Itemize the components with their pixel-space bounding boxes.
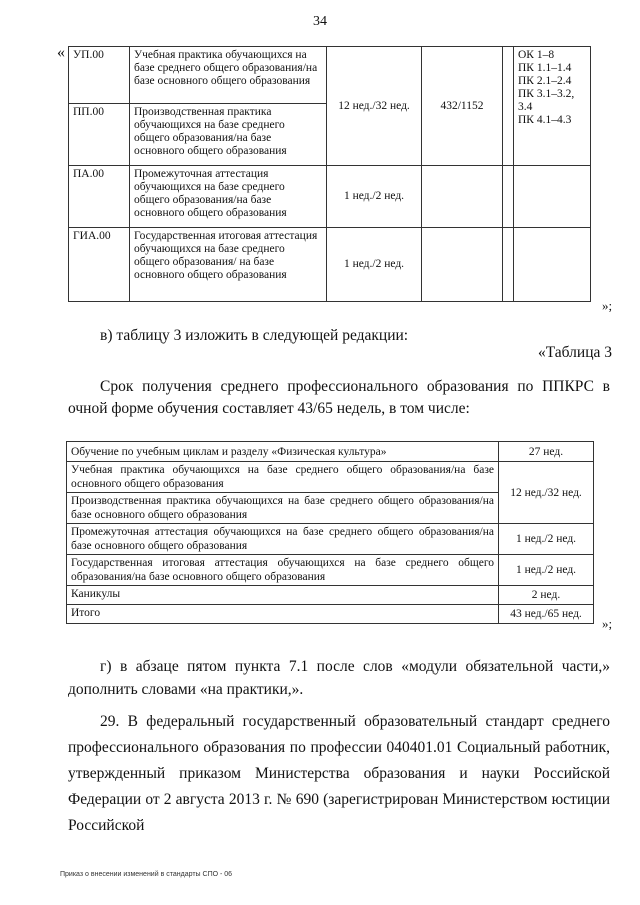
row-weeks: 1 нед./2 нед.	[327, 228, 422, 302]
row-desc: Каникулы	[67, 586, 499, 605]
footer-note: Приказ о внесении изменений в стандарты СПО - 06	[60, 871, 233, 878]
page-number: 34	[313, 14, 327, 29]
row-competencies	[514, 166, 591, 228]
duration-table	[66, 441, 594, 624]
paragraph-v: в) таблицу 3 изложить в следующей редакции:	[100, 327, 409, 344]
table-row	[67, 524, 594, 555]
table2-close-quote: »;	[602, 616, 613, 631]
practice-table	[68, 46, 591, 302]
table1-open-quote: «	[57, 44, 65, 61]
merged-hours: 432/1152	[422, 47, 503, 166]
row-desc: Итого	[67, 605, 499, 624]
row-weeks: 1 нед./2 нед.	[327, 166, 422, 228]
row-value: 1 нед./2 нед.	[499, 555, 594, 586]
row-name: Производственная практика обучающихся на базе среднего общего образования/на базе основного общего образования	[130, 104, 327, 166]
competency: ПК 2.1–2.4	[518, 75, 572, 87]
table-row	[67, 586, 594, 605]
competency: ПК 3.1–3.2, 3.4	[518, 88, 575, 113]
row-competencies	[514, 228, 591, 302]
row-desc: Промежуточная аттестация обучающихся на базе среднего общего образования/на базе основного общего образования	[67, 524, 499, 555]
row-value: 1 нед./2 нед.	[499, 524, 594, 555]
row-desc: Государственная итоговая аттестация обучающихся на базе среднего общего образования/на базе основного общего образования	[67, 555, 499, 586]
paragraph-duration: Срок получения среднего профессионального образования по ППКРС в очной форме обучения составляет 43/65 недель, в том числе:	[68, 378, 610, 417]
row-name: Промежуточная аттестация обучающихся на базе среднего общего образования/на базе основного общего образования	[130, 166, 327, 228]
empty-cell	[503, 47, 514, 166]
row-desc: Обучение по учебным циклам и разделу «Физическая культура»	[67, 442, 499, 462]
row-hours	[422, 166, 503, 228]
row-value: 27 нед.	[499, 442, 594, 462]
paragraph-g: г) в абзаце пятом пункта 7.1 после слов «модули обязательной части,» дополнить словами «на практики,».	[68, 658, 610, 698]
table-row	[67, 605, 594, 624]
row-name: Государственная итоговая аттестация обучающихся на базе среднего общего образования/ на базе основного общего образования	[130, 228, 327, 302]
row-desc: Производственная практика обучающихся на базе среднего общего образования/на базе основного общего образования	[67, 493, 499, 524]
paragraph-29: 29. В федеральный государственный образовательный стандарт среднего профессионального образования по профессии 040401.01 Социальный работник, утвержденный приказом Министерства образования и науки Российской Федерации от 2 августа 2013 г. № 690 (зарегистрирован Министерством юстиции Российской	[68, 713, 610, 834]
competency: ОК 1–8	[518, 49, 555, 61]
competencies-cell	[514, 47, 591, 166]
empty-cell	[503, 166, 514, 228]
table1-close-quote: »;	[602, 298, 613, 313]
competency: ПК 1.1–1.4	[518, 62, 572, 74]
row-value: 43 нед./65 нед.	[499, 605, 594, 624]
table-row	[67, 462, 594, 493]
row-value: 2 нед.	[499, 586, 594, 605]
table-row	[67, 555, 594, 586]
row-code: УП.00	[69, 47, 130, 104]
merged-weeks: 12 нед./32 нед.	[327, 47, 422, 166]
table-label: «Таблица 3	[537, 344, 612, 361]
row-value: 12 нед./32 нед.	[499, 462, 594, 524]
row-code: ПП.00	[69, 104, 130, 166]
row-hours	[422, 228, 503, 302]
row-desc: Учебная практика обучающихся на базе среднего общего образования/на базе основного общего образования	[67, 462, 499, 493]
competency: ПК 4.1–4.3	[518, 114, 572, 126]
table-row	[69, 166, 591, 228]
empty-cell	[503, 228, 514, 302]
row-code: ГИА.00	[69, 228, 130, 302]
table-row	[69, 47, 591, 104]
table-row	[67, 442, 594, 462]
row-code: ПА.00	[69, 166, 130, 228]
table-row	[69, 228, 591, 302]
row-name: Учебная практика обучающихся на базе среднего общего образования/на базе основного общего образования	[130, 47, 327, 104]
